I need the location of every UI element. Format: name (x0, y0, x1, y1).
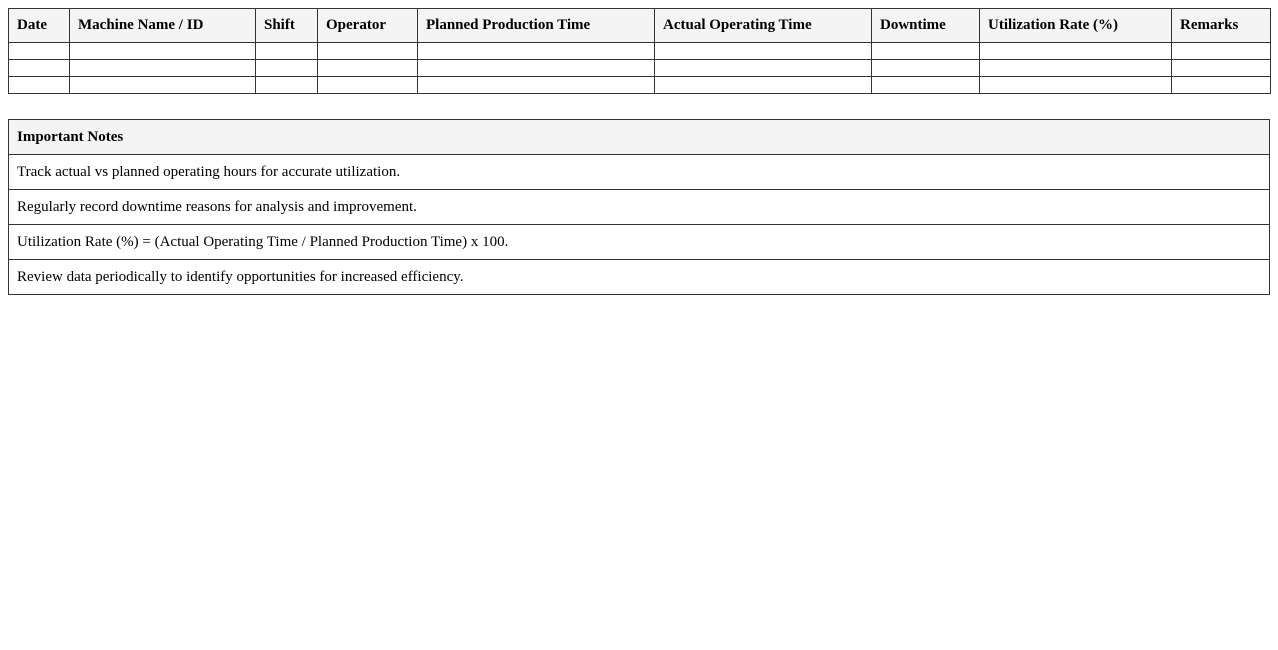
table-cell[interactable] (318, 77, 418, 94)
note-item: Regularly record downtime reasons for analysis and improvement. (9, 190, 1270, 225)
table-row (9, 43, 1271, 60)
table-cell[interactable] (9, 43, 70, 60)
table-cell[interactable] (980, 43, 1172, 60)
note-item: Review data periodically to identify opportunities for increased efficiency. (9, 260, 1270, 295)
note-row (9, 155, 1270, 190)
table-cell[interactable] (1172, 77, 1271, 94)
table-cell[interactable] (70, 43, 256, 60)
notes-header-row (9, 120, 1270, 155)
note-item: Track actual vs planned operating hours for accurate utilization. (9, 155, 1270, 190)
note-item: Utilization Rate (%) = (Actual Operating Time / Planned Production Time) x 100. (9, 225, 1270, 260)
table-cell[interactable] (655, 60, 872, 77)
header-utilization-rate: Utilization Rate (%) (980, 9, 1172, 43)
table-row (9, 60, 1271, 77)
table-cell[interactable] (418, 43, 655, 60)
table-cell[interactable] (655, 77, 872, 94)
table-row (9, 77, 1271, 94)
document-body (8, 8, 1270, 295)
table-cell[interactable] (872, 43, 980, 60)
table-cell[interactable] (1172, 43, 1271, 60)
header-remarks: Remarks (1172, 9, 1271, 43)
table-cell[interactable] (872, 77, 980, 94)
table-cell[interactable] (872, 60, 980, 77)
note-row (9, 225, 1270, 260)
table-cell[interactable] (980, 77, 1172, 94)
table-cell[interactable] (418, 77, 655, 94)
table-cell[interactable] (9, 60, 70, 77)
header-actual-operating-time: Actual Operating Time (655, 9, 872, 43)
header-shift: Shift (256, 9, 318, 43)
note-row (9, 260, 1270, 295)
header-date: Date (9, 9, 70, 43)
table-cell[interactable] (256, 43, 318, 60)
table-cell[interactable] (256, 60, 318, 77)
table-cell[interactable] (318, 60, 418, 77)
important-notes-table (8, 119, 1270, 295)
machine-utilization-table (8, 8, 1271, 94)
table-cell[interactable] (70, 60, 256, 77)
notes-heading: Important Notes (9, 120, 1270, 155)
note-row (9, 190, 1270, 225)
header-downtime: Downtime (872, 9, 980, 43)
header-machine-name-id: Machine Name / ID (70, 9, 256, 43)
table-cell[interactable] (9, 77, 70, 94)
table-cell[interactable] (980, 60, 1172, 77)
table-cell[interactable] (256, 77, 318, 94)
table-cell[interactable] (655, 43, 872, 60)
table-cell[interactable] (70, 77, 256, 94)
header-planned-production-time: Planned Production Time (418, 9, 655, 43)
header-operator: Operator (318, 9, 418, 43)
table-cell[interactable] (1172, 60, 1271, 77)
table-header-row (9, 9, 1271, 43)
table-cell[interactable] (418, 60, 655, 77)
table-cell[interactable] (318, 43, 418, 60)
